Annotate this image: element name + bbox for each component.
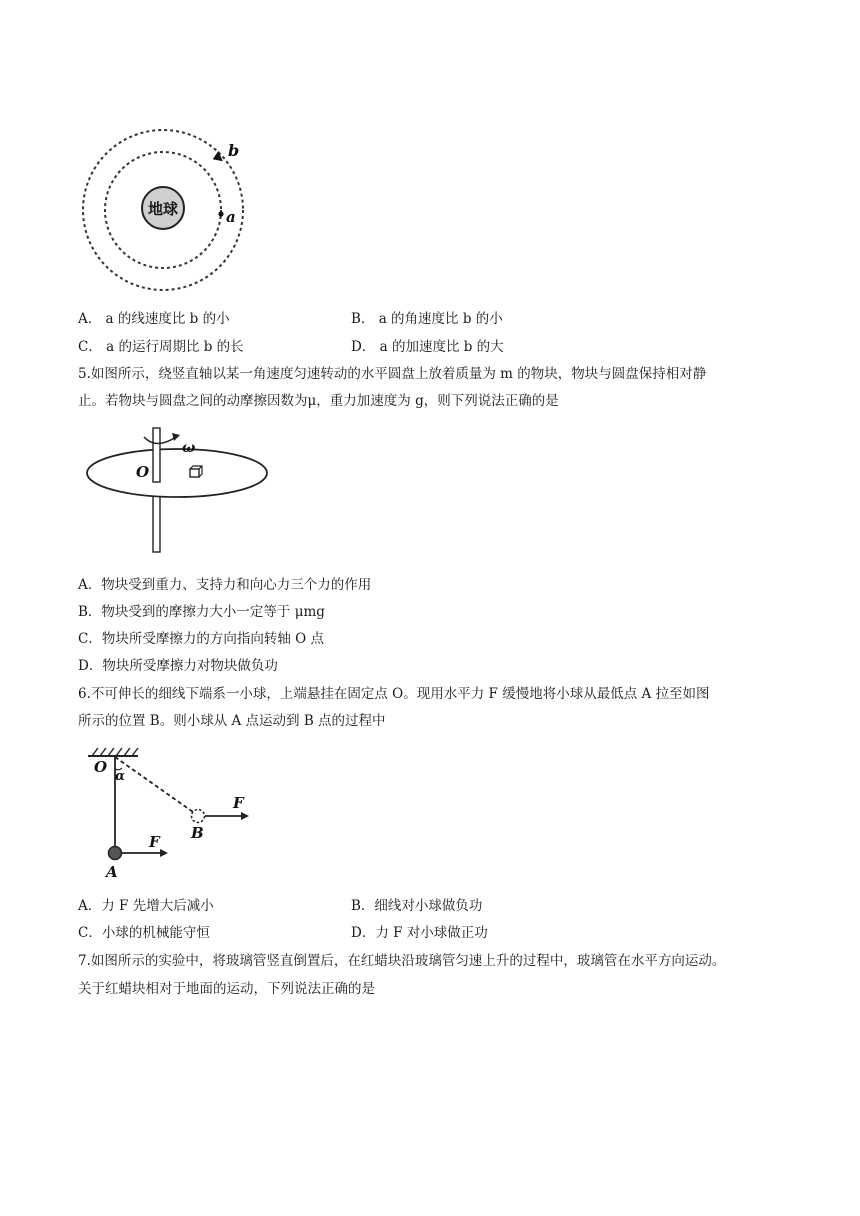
force-arrowhead-B: [241, 812, 249, 820]
earth-label: 地球: [147, 200, 179, 218]
q6-option-d: D．力 F 对小球做正功: [351, 925, 488, 941]
label-alpha: α: [115, 769, 126, 784]
q7-stem-line2: 关于红蜡块相对于地面的运动，下列说法正确的是: [78, 981, 375, 997]
q5-option-b: B．物块受到的摩擦力大小一定等于 μmg: [78, 604, 325, 620]
q7-stem-line1: 7.如图所示的实验中，将玻璃管竖直倒置后，在红蜡块沿玻璃管匀速上升的过程中，玻璃管在水平方向运动。: [78, 953, 726, 969]
disk: [87, 449, 267, 497]
string-dashed: [115, 757, 193, 812]
q6-option-b: B．细线对小球做负功: [351, 898, 483, 914]
q5-option-d: D．物块所受摩擦力对物块做负功: [78, 658, 278, 674]
q6-stem-line1: 6.不可伸长的细线下端系一小球，上端悬挂在固定点 O。现用水平力 F 缓慢地将小球从最低点 A 拉至如图: [78, 686, 710, 702]
axis-bottom: [153, 494, 160, 552]
label-omega: ω: [182, 440, 196, 456]
q5-option-c: C．物块所受摩擦力的方向指向转轴 O 点: [78, 631, 324, 647]
q6-option-a: A．力 F 先增大后减小: [78, 898, 214, 914]
label-b: b: [228, 141, 240, 160]
q5-stem-line2: 止。若物块与圆盘之间的动摩擦因数为μ，重力加速度为 g，则下列说法正确的是: [78, 393, 559, 409]
q4-option-d: D． a 的加速度比 b 的大: [351, 339, 504, 355]
q6-option-c: C．小球的机械能守恒: [78, 925, 210, 941]
label-O: O: [136, 463, 150, 481]
q5-stem-line1: 5.如图所示，绕竖直轴以某一角速度匀速转动的水平圆盘上放着质量为 m 的物块，物块与圆盘保持相对静: [78, 366, 707, 382]
rotation-arrowhead: [172, 433, 180, 441]
label-B: B: [191, 824, 204, 842]
axis-top: [153, 428, 160, 482]
pendulum-figure: [86, 744, 256, 884]
q4-option-c: C． a 的运行周期比 b 的长: [78, 339, 244, 355]
label-F-A: F: [149, 833, 160, 851]
orbit-figure: [76, 122, 256, 302]
label-O: O: [94, 758, 108, 776]
ball-A: [109, 847, 122, 860]
ball-B: [192, 810, 205, 823]
q4-option-a: A． a 的线速度比 b 的小: [78, 311, 230, 327]
force-arrowhead-A: [160, 849, 168, 857]
label-F-B: F: [233, 794, 244, 812]
rotating-disk-figure: [86, 422, 276, 558]
label-a: a: [226, 208, 236, 226]
q5-option-a: A．物块受到重力、支持力和向心力三个力的作用: [78, 577, 372, 593]
q6-stem-line2: 所示的位置 B。则小球从 A 点运动到 B 点的过程中: [78, 713, 386, 729]
q4-option-b: B． a 的角速度比 b 的小: [351, 311, 503, 327]
satellite-a: [218, 211, 223, 216]
label-A: A: [106, 863, 118, 881]
ceiling-hatch: [92, 748, 138, 756]
